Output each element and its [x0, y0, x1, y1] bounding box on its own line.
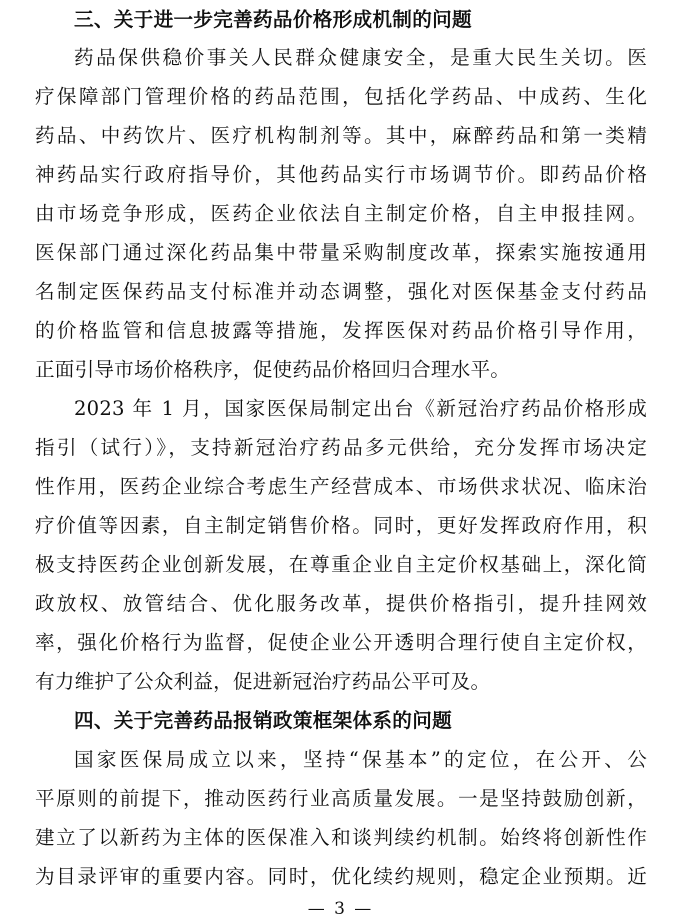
section-3-para-2-line-2: 指引（试行）》，支持新冠治疗药品多元供给，充分发挥市场决定	[35, 436, 647, 459]
section-3-para-2-line-7: 率，强化价格行为监督，促使企业公开透明合理行使自主定价权，	[35, 631, 647, 654]
section-3-para-1-line-2: 疗保障部门管理价格的药品范围，包括化学药品、中成药、生化	[35, 85, 647, 108]
section-4-para-1-line-3: 建立了以新药为主体的医保准入和谈判续约机制。始终将创新性作	[35, 826, 647, 849]
section-3-para-2-line-1: 2023 年 1 月，国家医保局制定出台《新冠治疗药品价格形成	[74, 397, 647, 420]
section-3-para-2-line-5: 极支持医药企业创新发展，在尊重企业自主定价权基础上，深化简	[35, 553, 647, 576]
section-3-para-1-line-5: 由市场竞争形成，医药企业依法自主制定价格，自主申报挂网。	[35, 202, 647, 225]
section-3-para-1-line-1: 药品保供稳价事关人民群众健康安全，是重大民生关切。医	[74, 46, 647, 69]
section-4-para-1-line-1: 国家医保局成立以来，坚持“保基本”的定位，在公开、公	[74, 748, 647, 771]
section-3-para-1-line-4: 神药品实行政府指导价，其他药品实行市场调节价。即药品价格	[35, 163, 647, 186]
section-3-para-1-line-7: 名制定医保药品支付标准并动态调整，强化对医保基金支付药品	[35, 280, 647, 303]
section-3-para-1-line-3: 药品、中药饮片、医疗机构制剂等。其中，麻醉药品和第一类精	[35, 124, 647, 147]
section-3-para-2-line-8: 有力维护了公众利益，促进新冠治疗药品公平可及。	[35, 670, 491, 693]
section-3-heading: 三、关于进一步完善药品价格形成机制的问题	[74, 8, 472, 31]
section-4-para-1-line-2: 平原则的前提下，推动医药行业高质量发展。一是坚持鼓励创新，	[35, 787, 647, 810]
section-3-para-2-line-3: 性作用，医药企业综合考虑生产经营成本、市场供求状况、临床治	[35, 475, 647, 498]
page-number: — 3 —	[307, 899, 374, 919]
section-4-heading: 四、关于完善药品报销政策框架体系的问题	[74, 709, 452, 732]
section-4-para-1-line-4: 为目录评审的重要内容。同时，优化续约规则，稳定企业预期。近	[35, 865, 647, 888]
section-3-para-1-line-9: 正面引导市场价格秩序，促使药品价格回归合理水平。	[35, 358, 511, 381]
section-3-para-1-line-6: 医保部门通过深化药品集中带量采购制度改革，探索实施按通用	[35, 241, 647, 264]
section-3-para-1-line-8: 的价格监管和信息披露等措施，发挥医保对药品价格引导作用，	[35, 319, 647, 342]
section-3-para-2-line-4: 疗价值等因素，自主制定销售价格。同时，更好发挥政府作用，积	[35, 514, 647, 537]
section-3-para-2-line-6: 政放权、放管结合、优化服务改革，提供价格指引，提升挂网效	[35, 592, 647, 615]
